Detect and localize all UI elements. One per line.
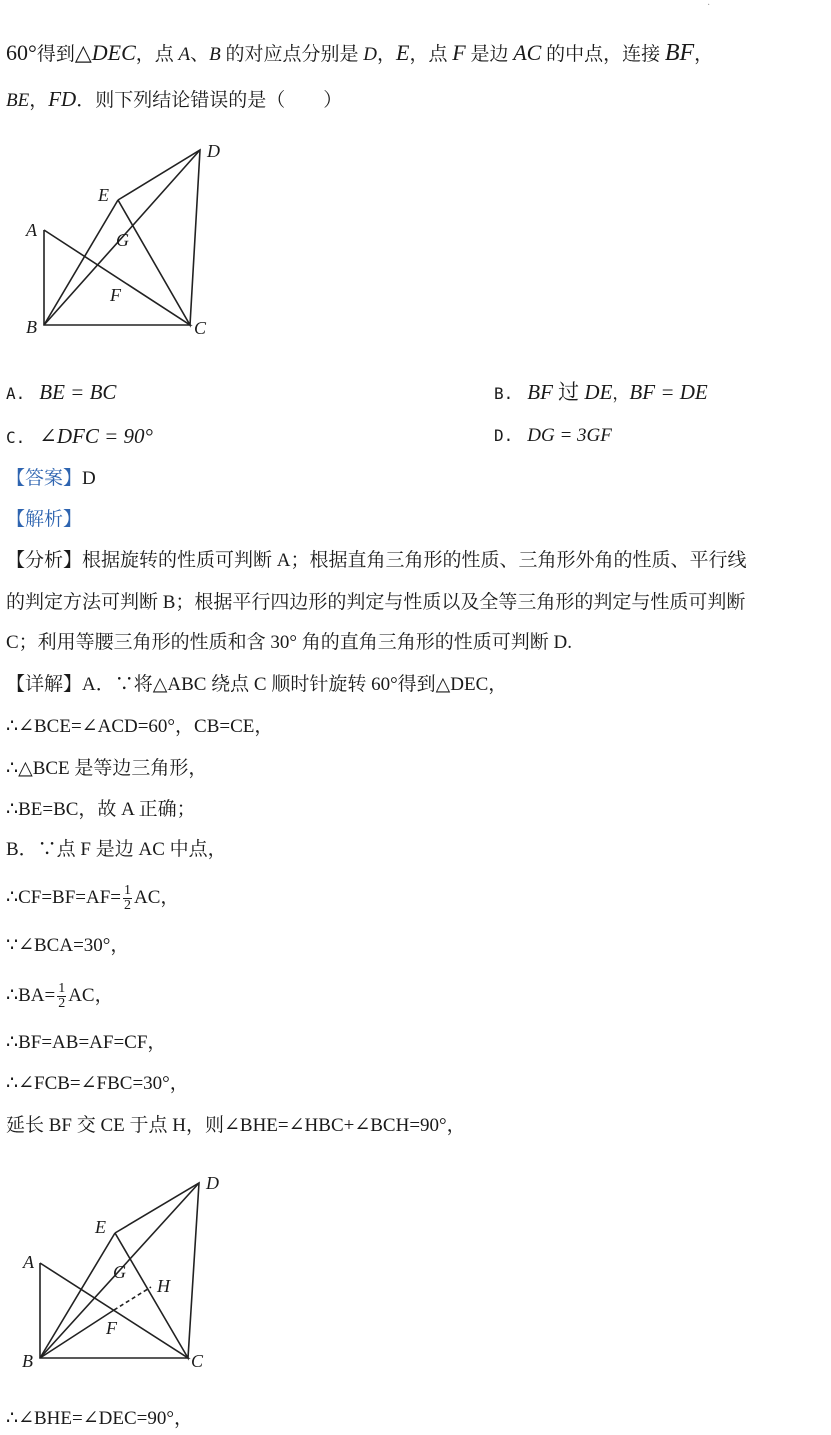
q-math: AC (513, 40, 542, 65)
figure1-label-f: F (110, 285, 121, 305)
detail-line-7: ∵∠BCA=30°， (6, 935, 130, 956)
analysis-line-1 (6, 548, 747, 574)
figure1-label-c: C (194, 318, 207, 338)
option-b-text: BF = DE (629, 380, 708, 404)
header-mark: · (707, 0, 711, 11)
analysis-text: 根据旋转的性质可判断 A；根据直角三角形的性质、三角形外角的性质、平行线 (82, 550, 747, 571)
option-c-text: ∠DFC = 90° (39, 424, 153, 448)
q-math: A (178, 44, 191, 65)
geometry-figure-2 (0, 1165, 260, 1375)
detail-line-9: ∴BF=AB=AF=CF， (6, 1032, 167, 1053)
detail-text: ∴CF=BF=AF= (6, 886, 122, 908)
option-a (6, 378, 116, 408)
option-b (494, 378, 708, 408)
option-a-label: A. (6, 384, 26, 403)
figure2-label-a: A (23, 1252, 34, 1272)
option-c-label: C. (6, 428, 26, 447)
q-math: F (452, 40, 466, 65)
detail-text: A．∵将△ABC 绕点 C 顺时针旋转 60°得到△DEC， (82, 674, 508, 695)
q-text: 的对应点分别是 (220, 44, 364, 65)
detail-line-5: B．∵点 F 是边 AC 中点， (6, 839, 227, 860)
q-text: ．则下列结论错误的是（ ） (76, 90, 343, 111)
detail-line-10: ∴∠FCB=∠FBC=30°， (6, 1073, 189, 1094)
figure2-label-g: G (113, 1262, 126, 1282)
detail-line-8 (6, 982, 114, 1011)
q-text: ， (29, 90, 49, 111)
detail-tag: 【详解】 (6, 674, 83, 695)
question-line-2 (6, 86, 342, 114)
geometry-figure-1 (0, 130, 260, 345)
option-b-text: BF (527, 380, 553, 404)
q-math: D (363, 44, 377, 65)
option-d (494, 422, 612, 450)
analysis-subtag: 【分析】 (6, 550, 83, 571)
figure2-label-h: H (157, 1276, 170, 1296)
figure1-label-g: G (116, 230, 129, 250)
option-b-text: DE (584, 380, 613, 404)
figure2-triangle-dec (115, 1183, 199, 1358)
figure2-label-d: D (206, 1173, 219, 1193)
option-a-text: BE = BC (39, 380, 117, 404)
q-math: BE (6, 90, 30, 111)
figure1-label-e: E (98, 185, 109, 205)
figure2-label-f: F (106, 1318, 117, 1338)
detail-text: AC， (68, 984, 114, 1006)
figure1-triangle-dec (118, 150, 200, 325)
detail-line-12: ∴∠BHE=∠DEC=90°， (6, 1408, 193, 1429)
q-text: 60° (6, 40, 37, 65)
detail-line-3: ∴△BCE 是等边三角形， (6, 758, 208, 779)
option-b-label: B. (494, 384, 514, 403)
detail-line-2: ∴∠BCE=∠ACD=60°，CB=CE， (6, 716, 274, 737)
figure2-label-c: C (191, 1351, 204, 1371)
answer-tag: 【答案】 (6, 468, 83, 489)
q-math: E (396, 40, 410, 65)
detail-line-11: 延长 BF 交 CE 于点 H，则∠BHE=∠HBC+∠BCH=90°， (6, 1115, 466, 1136)
option-b-text: ， (612, 384, 630, 403)
option-d-text: DG = 3GF (527, 425, 612, 446)
analysis-line-3: C；利用等腰三角形的性质和含 30° 角的直角三角形的性质可判断 D. (6, 632, 572, 653)
q-text: ， (377, 44, 397, 65)
q-math: FD (48, 87, 77, 111)
fraction-numerator: 1 (58, 981, 66, 996)
detail-line-1 (6, 672, 507, 698)
figure2-dashed-fh (114, 1287, 151, 1310)
figure2-label-e: E (95, 1217, 106, 1237)
analysis-tag: 【解析】 (6, 509, 83, 530)
q-text: 得到 (36, 44, 75, 65)
q-math: BF (664, 40, 695, 66)
option-b-text: 过 (552, 380, 585, 404)
fraction-one-half (123, 884, 132, 913)
q-math: B (209, 44, 221, 65)
question-line-1 (6, 40, 713, 68)
figure1-label-d: D (207, 141, 220, 161)
figure2-segment-be (40, 1233, 115, 1358)
q-text: 是边 (465, 44, 514, 65)
detail-line-4: ∴BE=BC，故 A 正确； (6, 799, 196, 820)
figure1-segment-be (44, 200, 118, 325)
answer-value: D (82, 468, 96, 489)
answer-line (6, 466, 96, 492)
figure2-label-b: B (22, 1351, 33, 1371)
q-text: 的中点，连接 (541, 44, 665, 65)
figure1-label-b: B (26, 317, 37, 337)
analysis-line-2: 的判定方法可判断 B；根据平行四边形的判定与性质以及全等三角形的判定与性质可判断 (6, 592, 746, 613)
q-text: 、 (190, 44, 210, 65)
fraction-numerator: 1 (124, 883, 132, 898)
detail-line-6 (6, 884, 179, 913)
figure1-label-a: A (26, 220, 37, 240)
fraction-denominator: 2 (124, 898, 132, 913)
option-c (6, 422, 153, 452)
option-d-label: D. (494, 426, 514, 445)
detail-text: AC， (134, 886, 180, 908)
fraction-one-half (57, 982, 66, 1011)
q-text: ，点 (409, 44, 453, 65)
q-text: ，点 (135, 44, 179, 65)
detail-text: ∴BA= (6, 984, 56, 1006)
q-math: △DEC (74, 40, 136, 65)
q-text: ， (694, 44, 714, 65)
fraction-denominator: 2 (58, 996, 66, 1011)
